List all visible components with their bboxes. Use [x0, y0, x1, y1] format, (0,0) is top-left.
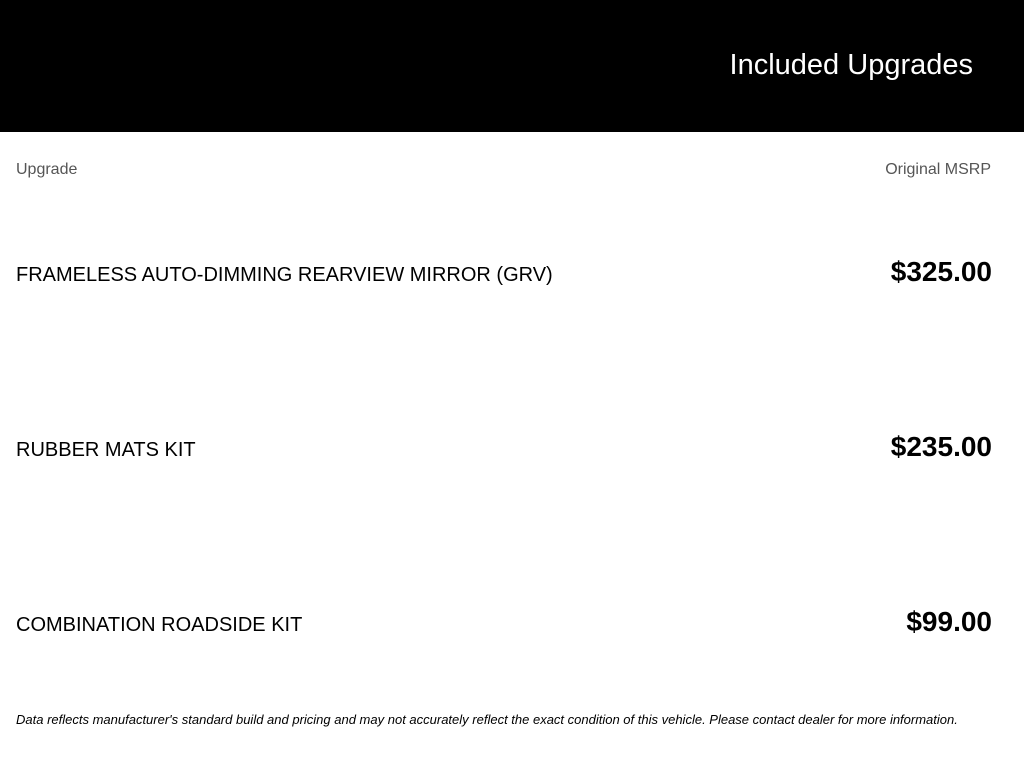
- upgrade-name: COMBINATION ROADSIDE KIT: [16, 614, 303, 636]
- upgrade-price: $325.00: [890, 256, 992, 287]
- column-header-msrp: Original MSRP: [885, 161, 991, 178]
- upgrade-price: $235.00: [890, 431, 992, 462]
- upgrade-row: [16, 431, 992, 467]
- page-title: Included Upgrades: [729, 49, 973, 81]
- upgrade-price: $99.00: [906, 606, 992, 637]
- disclaimer-text: Data reflects manufacturer's standard build and pricing and may not accurately reflect the exact condition of this vehicle. Please contact dealer for more information.: [16, 712, 958, 727]
- column-header-upgrade: Upgrade: [16, 161, 78, 178]
- upgrade-row: [16, 606, 992, 642]
- header-bar: [0, 0, 1024, 132]
- upgrade-name: RUBBER MATS KIT: [16, 439, 196, 461]
- upgrade-name: FRAMELESS AUTO-DIMMING REARVIEW MIRROR (GRV): [16, 264, 553, 286]
- upgrade-row: [16, 256, 992, 292]
